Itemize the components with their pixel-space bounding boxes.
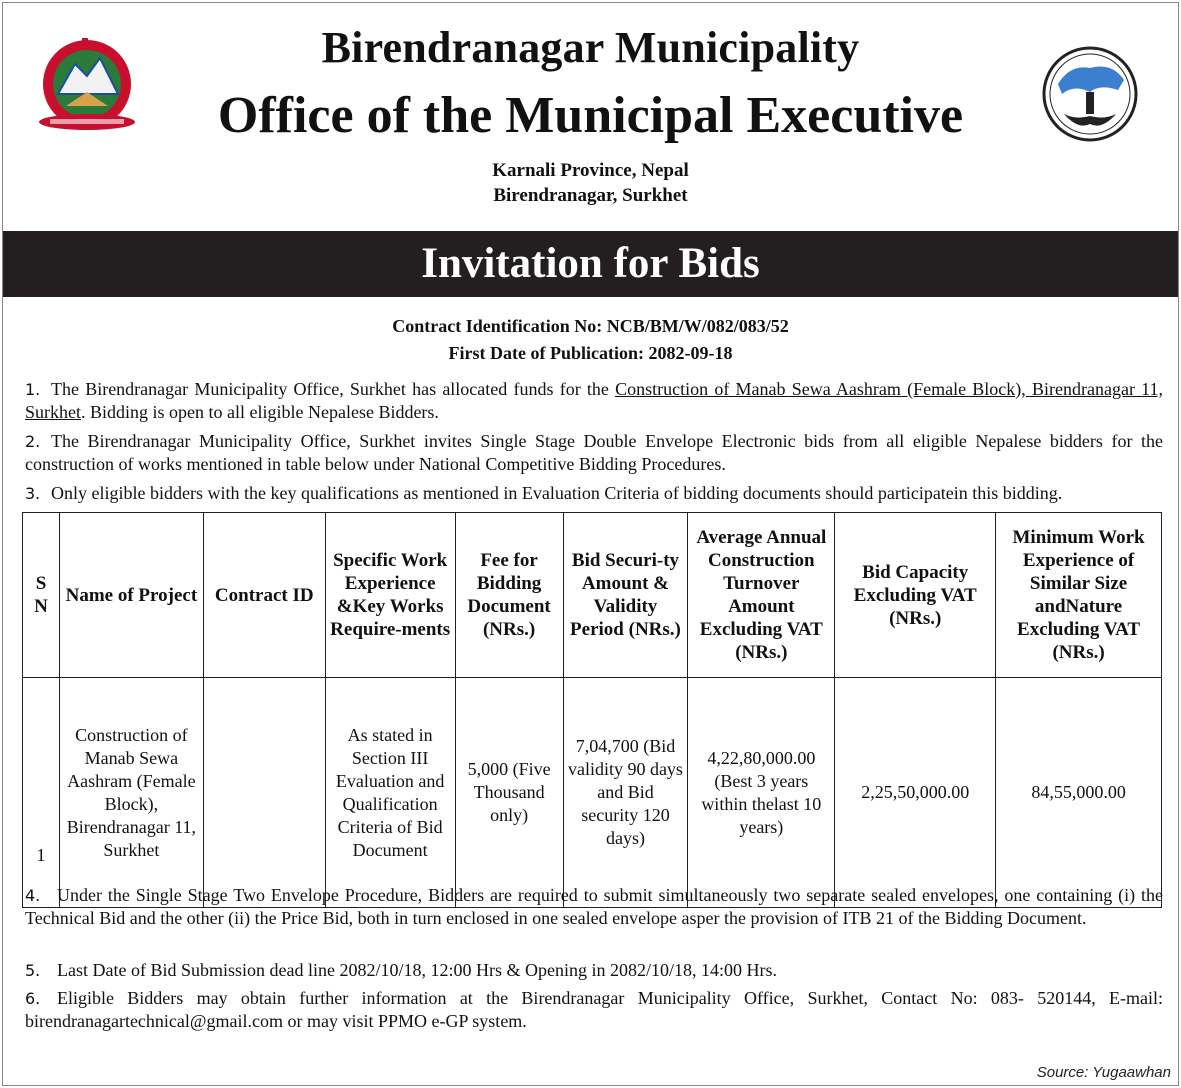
paragraph-number: 6. [25,989,41,1008]
table-row [23,678,1162,908]
header-bid-security: Bid Securi-ty Amount & Validity Period (NRs.) [563,513,688,678]
paragraph-text: The Birendranagar Municipality Office, Surkhet invites Single Stage Double Envelope Electronic bids from all eligible Nepalese bidders for the construction of works mentioned in table below under National Competitive Bidding Procedures. [25,431,1163,474]
project-link[interactable]: Construction of Manab Sewa Aashram (Female Block), Birendranagar 11, Surkhet [25,379,1163,422]
cell-sn: 1 [23,678,60,908]
paragraph-number: 4. [25,886,41,905]
address-line-2: Birendranagar, Surkhet [493,185,688,206]
cell-bid-capacity: 2,25,50,000.00 [835,678,996,908]
source-credit: Source: Yugaawhan [1036,1064,1171,1081]
cell-turnover: 4,22,80,000.00 (Best 3 years within thelast 10 years) [688,678,835,908]
address-line-1: Karnali Province, Nepal [492,160,689,181]
cell-work-experience: As stated in Section III Evaluation and Qualification Criteria of Bid Document [325,678,455,908]
paragraph-6 [25,987,1163,1033]
header-turnover: Average Annual Construction Turnover Amount Excluding VAT (NRs.) [688,513,835,678]
header-project-name: Name of Project [59,513,203,678]
cell-fee: 5,000 (Five Thousand only) [455,678,563,908]
paragraph-number: 5. [25,961,41,980]
publication-date: First Date of Publication: 2082-09-18 [448,343,733,363]
invitation-banner: Invitation for Bids [3,231,1178,297]
paragraph-text: Under the Single Stage Two Envelope Procedure, Bidders are required to submit simultaneously two separate sealed envelopes, one containing (i) the Technical Bid and the other (ii) the Price Bid, both in turn enclosed in one sealed envelope asper the provision of ITB 21 of the Bidding Document. [25,885,1163,928]
paragraph-5 [25,959,1163,982]
cell-contract-id [203,678,325,908]
paragraph-4 [25,884,1163,930]
municipality-title: Birendranagar Municipality [321,23,860,72]
cell-project-name: Construction of Manab Sewa Aashram (Female Block), Birendranagar 11, Surkhet [59,678,203,908]
cell-min-experience: 84,55,000.00 [996,678,1162,908]
paragraph-text: . Bidding is open to all eligible Nepalese Bidders. [81,402,439,422]
office-title: Office of the Municipal Executive [217,87,964,144]
cell-bid-security: 7,04,700 (Bid validity 90 days and Bid security 120 days) [563,678,688,908]
paragraph-text: Eligible Bidders may obtain further information at the Birendranagar Municipality Office, Surkhet, Contact No: 083- 520144, E-mail: birendranagartechnical@gmail.com or may visit PPMO e-GP system. [25,988,1163,1031]
paragraph-1 [25,378,1163,424]
paragraph-text: The Birendranagar Municipality Office, Surkhet has allocated funds for the [51,379,616,399]
table-header-row [23,513,1162,678]
header-min-experience: Minimum Work Experience of Similar Size andNature Excluding VAT (NRs.) [996,513,1162,678]
paragraph-number: 3. [25,484,41,503]
paragraph-text: Last Date of Bid Submission dead line 2082/10/18, 12:00 Hrs & Opening in 2082/10/18, 14:00 Hrs. [57,960,777,980]
paragraph-number: 2. [25,432,41,451]
paragraph-text: Only eligible bidders with the key qualifications as mentioned in Evaluation Criteria of bidding documents should participatein this bidding. [51,483,1063,503]
paragraph-number: 1. [25,380,41,399]
contract-identification: Contract Identification No: NCB/BM/W/082/083/52 [392,316,789,336]
header-work-experience: Specific Work Experience &Key Works Require-ments [325,513,455,678]
paragraph-2 [25,430,1163,476]
header-bid-capacity: Bid Capacity Excluding VAT (NRs.) [835,513,996,678]
paragraph-3 [25,482,1163,505]
header-contract-id: Contract ID [203,513,325,678]
bid-table [22,512,1162,908]
header-fee: Fee for Bidding Document (NRs.) [455,513,563,678]
header-sn: S N [23,513,60,678]
